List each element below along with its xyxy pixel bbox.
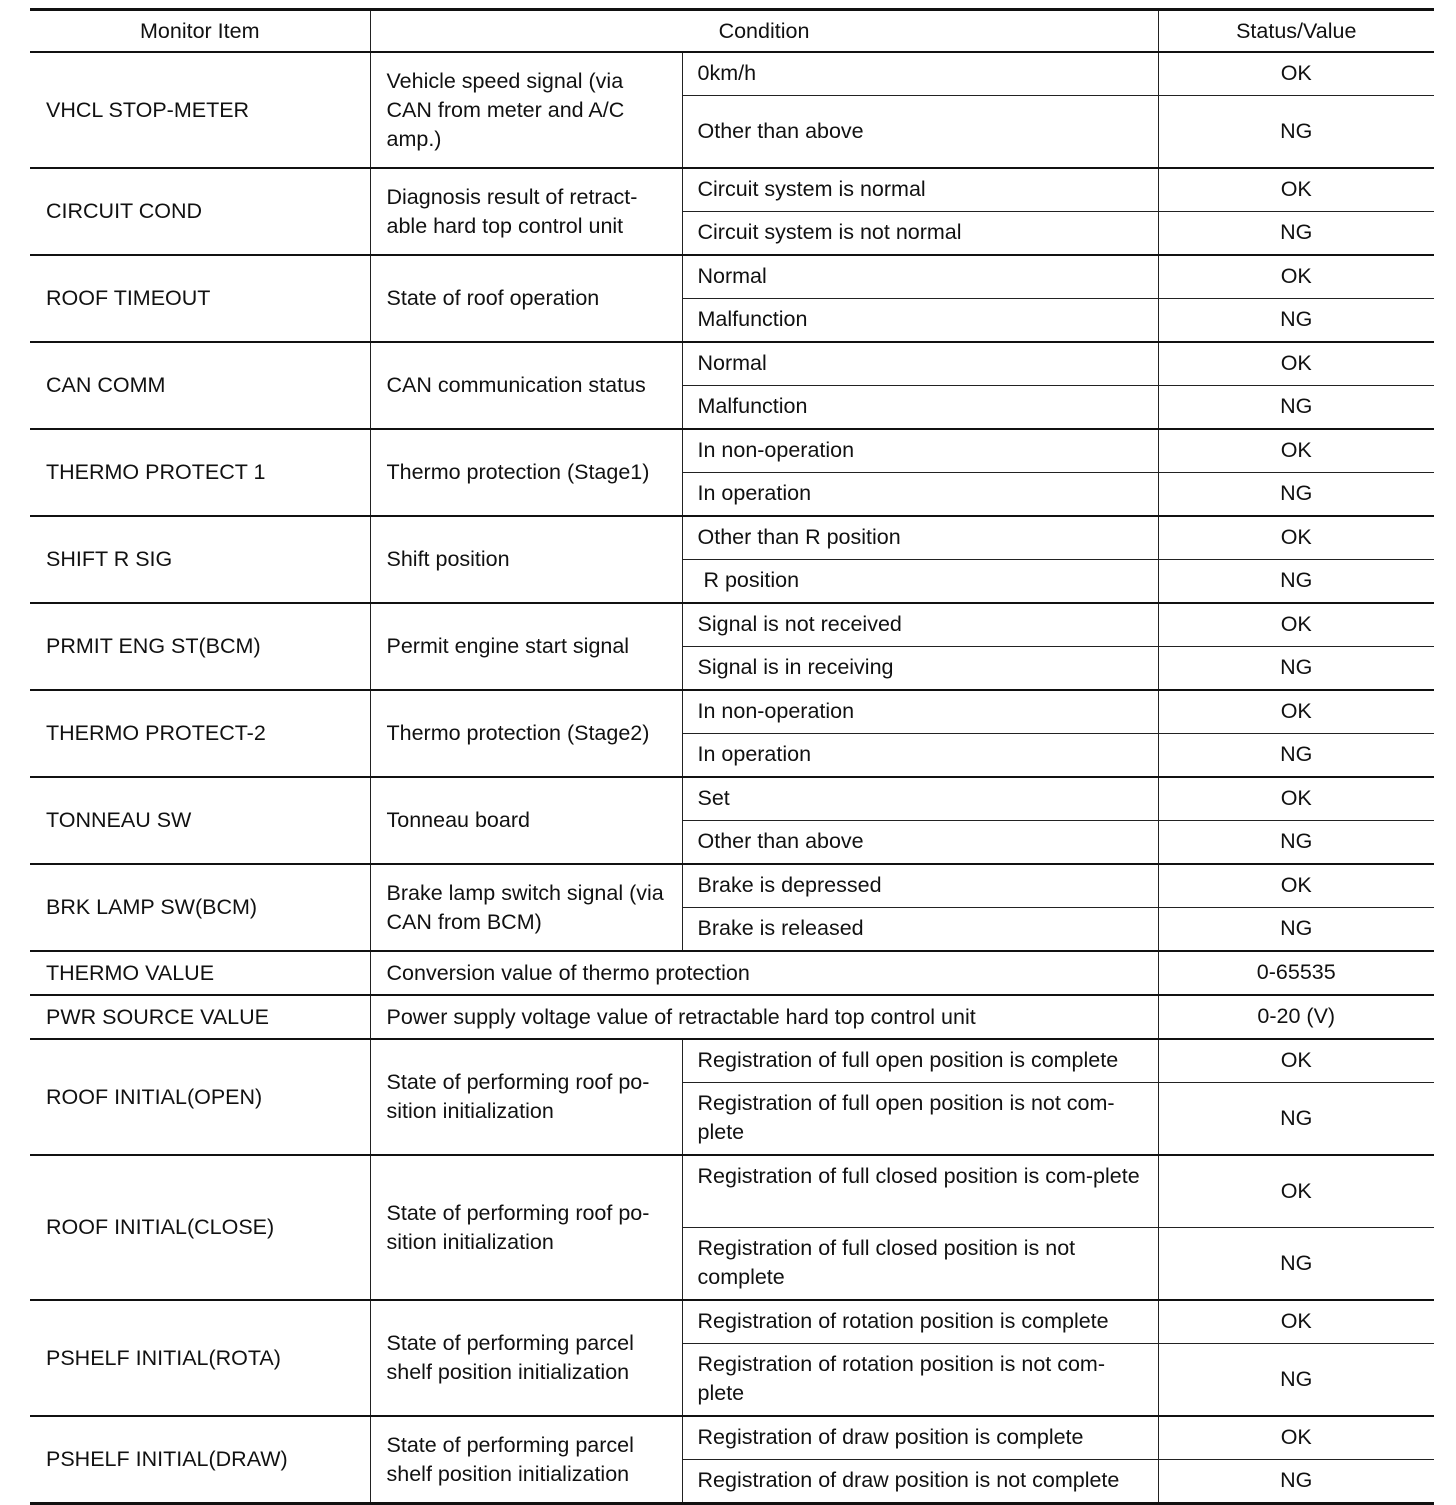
- status-value: NG: [1158, 1083, 1434, 1156]
- status-value: NG: [1158, 299, 1434, 343]
- condition-desc: Vehicle speed signal (via CAN from meter and A/C amp.): [370, 52, 682, 168]
- status-value: NG: [1158, 1344, 1434, 1417]
- monitor-item: TONNEAU SW: [30, 777, 370, 864]
- table-row: [30, 342, 1434, 386]
- table-row: [30, 951, 1434, 995]
- monitor-item: PWR SOURCE VALUE: [30, 995, 370, 1039]
- status-value: OK: [1158, 342, 1434, 386]
- condition-state: R position: [682, 560, 1158, 604]
- condition-state: Signal is not received: [682, 603, 1158, 647]
- status-value: OK: [1158, 168, 1434, 212]
- condition-state: Registration of rotation position is complete: [682, 1300, 1158, 1344]
- table-row: [30, 777, 1434, 821]
- condition-state: Registration of full open position is not com-plete: [682, 1083, 1158, 1156]
- monitor-item: PSHELF INITIAL(DRAW): [30, 1416, 370, 1504]
- status-value: OK: [1158, 603, 1434, 647]
- table-row: [30, 864, 1434, 908]
- table-row: [30, 168, 1434, 212]
- header-status-value: Status/Value: [1158, 10, 1434, 53]
- condition-desc: State of performing parcel shelf position initialization: [370, 1416, 682, 1504]
- condition-desc: State of performing roof po-sition initialization: [370, 1155, 682, 1300]
- monitor-item: CIRCUIT COND: [30, 168, 370, 255]
- status-value: NG: [1158, 908, 1434, 952]
- table-row: [30, 1155, 1434, 1228]
- condition-desc: CAN communication status: [370, 342, 682, 429]
- condition-state: Signal is in receiving: [682, 647, 1158, 691]
- table-row: [30, 255, 1434, 299]
- status-value: NG: [1158, 96, 1434, 169]
- monitor-item: BRK LAMP SW(BCM): [30, 864, 370, 951]
- status-value: OK: [1158, 1416, 1434, 1460]
- status-value: NG: [1158, 473, 1434, 517]
- status-value: OK: [1158, 777, 1434, 821]
- condition-state: Malfunction: [682, 299, 1158, 343]
- condition-desc: Thermo protection (Stage1): [370, 429, 682, 516]
- condition-desc: Thermo protection (Stage2): [370, 690, 682, 777]
- condition-state: Other than above: [682, 96, 1158, 169]
- status-value: OK: [1158, 255, 1434, 299]
- condition-desc: State of roof operation: [370, 255, 682, 342]
- condition-state: Registration of full open position is complete: [682, 1039, 1158, 1083]
- condition-state: Brake is depressed: [682, 864, 1158, 908]
- condition-desc: State of performing roof po-sition initialization: [370, 1039, 682, 1155]
- status-value: OK: [1158, 1155, 1434, 1228]
- condition-state: Registration of rotation position is not com-plete: [682, 1344, 1158, 1417]
- status-value: NG: [1158, 1460, 1434, 1504]
- table-row: [30, 1039, 1434, 1083]
- status-value: NG: [1158, 1228, 1434, 1301]
- monitor-table: [30, 8, 1434, 1505]
- condition-state: Other than above: [682, 821, 1158, 865]
- monitor-item: CAN COMM: [30, 342, 370, 429]
- condition-desc: Tonneau board: [370, 777, 682, 864]
- status-value: 0-20 (V): [1158, 995, 1434, 1039]
- table-row: [30, 1300, 1434, 1344]
- condition-state: Brake is released: [682, 908, 1158, 952]
- condition-state: Circuit system is not normal: [682, 212, 1158, 256]
- monitor-item: PSHELF INITIAL(ROTA): [30, 1300, 370, 1416]
- condition-desc: State of performing parcel shelf position initialization: [370, 1300, 682, 1416]
- condition-state: Normal: [682, 342, 1158, 386]
- table-row: [30, 1416, 1434, 1460]
- monitor-item: ROOF INITIAL(CLOSE): [30, 1155, 370, 1300]
- header-condition: Condition: [370, 10, 1158, 53]
- table-row: [30, 603, 1434, 647]
- condition-desc: Power supply voltage value of retractable hard top control unit: [370, 995, 1158, 1039]
- status-value: NG: [1158, 560, 1434, 604]
- condition-state: 0km/h: [682, 52, 1158, 96]
- condition-state: In operation: [682, 734, 1158, 778]
- status-value: NG: [1158, 386, 1434, 430]
- condition-state: Registration of full closed position is com-plete: [682, 1155, 1158, 1228]
- monitor-item: THERMO PROTECT 1: [30, 429, 370, 516]
- table-row: [30, 52, 1434, 96]
- monitor-item: ROOF TIMEOUT: [30, 255, 370, 342]
- condition-state: Registration of draw position is complete: [682, 1416, 1158, 1460]
- condition-state: In non-operation: [682, 429, 1158, 473]
- monitor-item: SHIFT R SIG: [30, 516, 370, 603]
- table-row: [30, 516, 1434, 560]
- condition-state: Circuit system is normal: [682, 168, 1158, 212]
- condition-state: In operation: [682, 473, 1158, 517]
- condition-state: Malfunction: [682, 386, 1158, 430]
- condition-desc: Conversion value of thermo protection: [370, 951, 1158, 995]
- condition-desc: Diagnosis result of retract-able hard top control unit: [370, 168, 682, 255]
- status-value: OK: [1158, 864, 1434, 908]
- status-value: OK: [1158, 690, 1434, 734]
- monitor-item: ROOF INITIAL(OPEN): [30, 1039, 370, 1155]
- monitor-item: VHCL STOP-METER: [30, 52, 370, 168]
- status-value: NG: [1158, 821, 1434, 865]
- monitor-item: PRMIT ENG ST(BCM): [30, 603, 370, 690]
- table-row: [30, 429, 1434, 473]
- status-value: OK: [1158, 1039, 1434, 1083]
- condition-desc: Permit engine start signal: [370, 603, 682, 690]
- status-value: 0-65535: [1158, 951, 1434, 995]
- condition-state: Registration of draw position is not complete: [682, 1460, 1158, 1504]
- header-monitor-item: Monitor Item: [30, 10, 370, 53]
- status-value: NG: [1158, 647, 1434, 691]
- table-row: [30, 690, 1434, 734]
- header-row: [30, 10, 1434, 53]
- status-value: NG: [1158, 212, 1434, 256]
- status-value: OK: [1158, 516, 1434, 560]
- condition-state: Other than R position: [682, 516, 1158, 560]
- condition-desc: Brake lamp switch signal (via CAN from BCM): [370, 864, 682, 951]
- condition-state: Registration of full closed position is not complete: [682, 1228, 1158, 1301]
- condition-state: Normal: [682, 255, 1158, 299]
- table-row: [30, 995, 1434, 1039]
- status-value: OK: [1158, 1300, 1434, 1344]
- condition-state: In non-operation: [682, 690, 1158, 734]
- monitor-item: THERMO PROTECT-2: [30, 690, 370, 777]
- condition-state: Set: [682, 777, 1158, 821]
- status-value: OK: [1158, 429, 1434, 473]
- condition-desc: Shift position: [370, 516, 682, 603]
- status-value: OK: [1158, 52, 1434, 96]
- status-value: NG: [1158, 734, 1434, 778]
- monitor-item: THERMO VALUE: [30, 951, 370, 995]
